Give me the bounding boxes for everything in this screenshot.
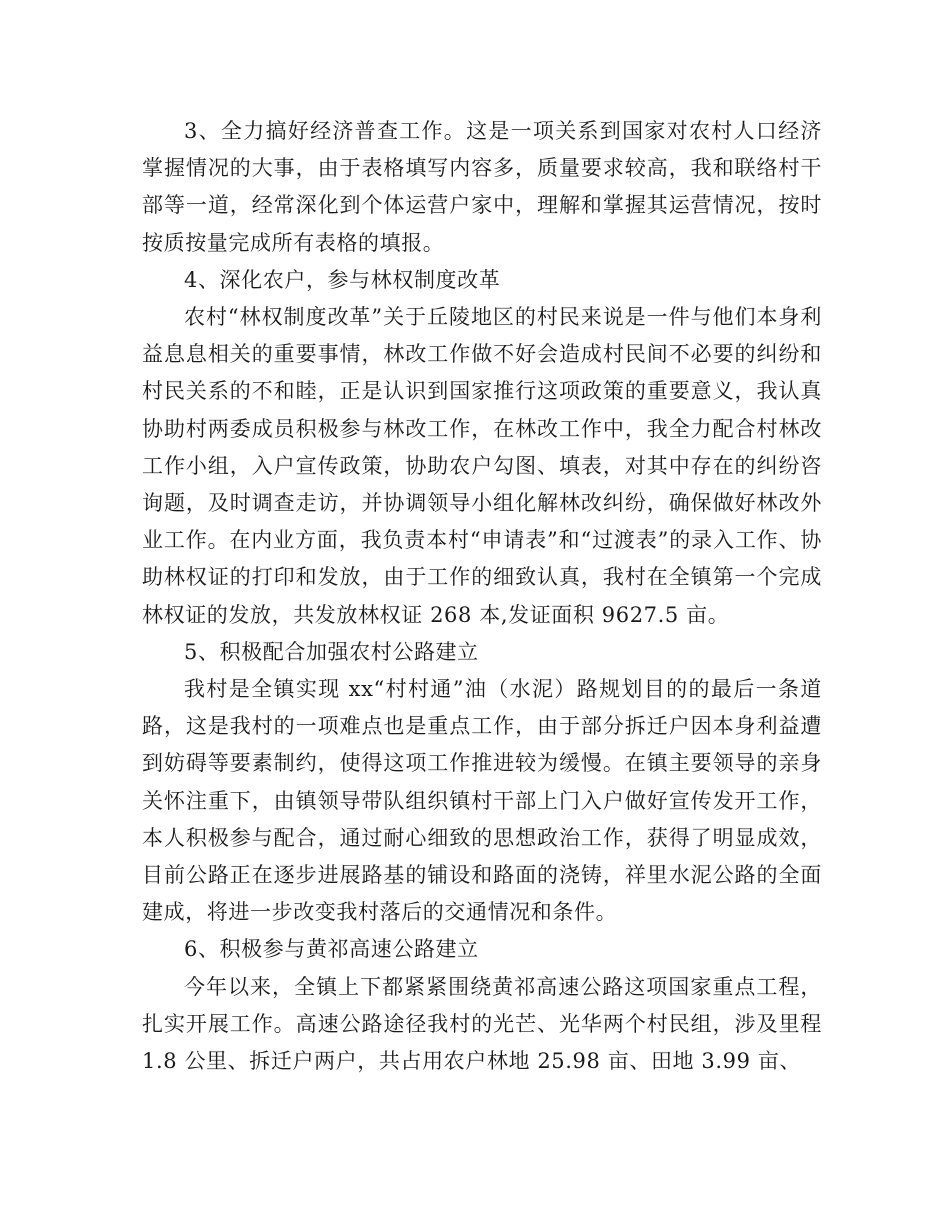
heading-forest-reform: 4、深化农户，参与林权制度改革 — [184, 267, 501, 292]
paragraph-rural-road: 我村是全镇实现 xx“村村通”油（水泥）路规划目的的最后一条道路，这是我村的一项难点也是重点工作，由于部分拆迁户因本身利益遭到妨碍等要素制约，使得这项工作推进较为缓慢。在镇主要领导的亲身关怀注重下，由镇领导带队组织镇村干部上门入户做好宣传发开工作，本人积极参与配合，通过耐心细致的思想政治工作，获得了明显成效，目前公路正在逐步进展路基的铺设和路面的浇铸，祥里水泥公路的全面建成，将进一步改变我村落后的交通情况和条件。 — [142, 677, 822, 925]
document-body — [142, 113, 822, 1080]
paragraph-economic-census: 3、全力搞好经济普查工作。这是一项关系到国家对农村人口经济掌握情况的大事，由于表格填写内容多，质量要求较高，我和联络村干部等一道，经常深化到个体运营户家中，理解和掌握其运营情况，按时按质按量完成所有表格的填报。 — [142, 119, 822, 255]
heading-highway: 6、积极参与黄祁高速公路建立 — [184, 937, 479, 962]
paragraph-forest-reform: 农村“林权制度改革”关于丘陵地区的村民来说是一件与他们本身利益息息相关的重要事情，林改工作做不好会造成村民间不必要的纠纷和村民关系的不和睦，正是认识到国家推行这项政策的重要意义，我认真协助村两委成员积极参与林改工作，在林改工作中，我全力配合村林改工作小组，入户宣传政策，协助农户勾图、填表，对其中存在的纠纷咨询题，及时调查走访，并协调领导小组化解林改纠纷，确保做好林改外业工作。在内业方面，我负责本村“申请表”和“过渡表”的录入工作、协助林权证的打印和发放，由于工作的细致认真，我村在全镇第一个完成林权证的发放，共发放林权证 268 本,发证面积 9627.5 亩。 — [142, 305, 822, 627]
paragraph-highway: 今年以来，全镇上下都紧紧围绕黄祁高速公路这项国家重点工程，扎实开展工作。高速公路途径我村的光芒、光华两个村民组，涉及里程 1.8 公里、拆迁户两户，共占用农户林地 25.98 亩、田地 3.99 亩、 — [142, 974, 822, 1074]
heading-rural-road: 5、积极配合加强农村公路建立 — [184, 639, 479, 664]
